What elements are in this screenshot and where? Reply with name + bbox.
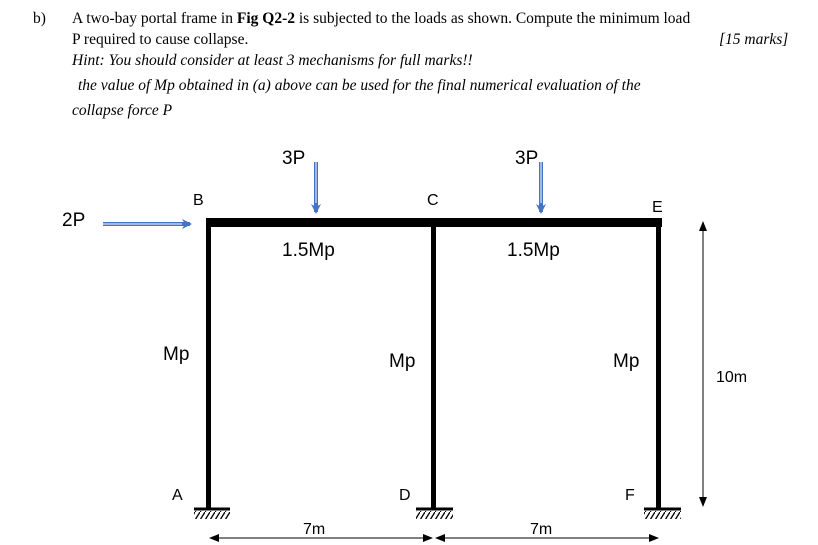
- column-ab: [206, 218, 211, 508]
- note-line-1: the value of Mp obtained in (a) above can be used for the final numerical evaluation of the: [78, 77, 641, 94]
- span-right-label: 7m: [530, 521, 553, 538]
- node-e-label: E: [652, 199, 663, 216]
- question-line-1-pre: A two-bay portal frame in: [72, 10, 237, 27]
- support-a: [194, 509, 230, 519]
- node-f-label: F: [625, 487, 635, 504]
- column-ef-moment-label: Mp: [613, 351, 640, 372]
- node-b-label: B: [193, 192, 204, 209]
- column-cd-moment-label: Mp: [389, 351, 416, 372]
- note-line-2: collapse force P: [72, 102, 173, 119]
- column-cd: [431, 218, 436, 508]
- node-d-label: D: [399, 487, 411, 504]
- marks-label: [15 marks]: [719, 31, 789, 48]
- span-left-label: 7m: [303, 521, 326, 538]
- question-line-1-post: is subjected to the loads as shown. Compute the minimum load: [294, 10, 691, 27]
- load-3p-left-label: 3P: [282, 148, 306, 169]
- question-line-2: P required to cause collapse.: [72, 31, 249, 48]
- load-2p-label: 2P: [62, 210, 86, 231]
- question-label: b): [33, 10, 46, 27]
- column-ef: [656, 218, 661, 508]
- hint-text: Hint: You should consider at least 3 mechanisms for full marks!!: [72, 52, 473, 69]
- support-d: [416, 509, 453, 519]
- height-label: 10m: [716, 369, 748, 386]
- column-ab-moment-label: Mp: [163, 344, 190, 365]
- node-a-label: A: [172, 487, 183, 504]
- beam-right-moment-label: 1.5Mp: [507, 240, 560, 261]
- figure-reference: Fig Q2-2: [236, 10, 295, 27]
- node-c-label: C: [427, 192, 439, 209]
- load-3p-right-label: 3P: [515, 148, 539, 169]
- support-f: [644, 509, 681, 519]
- beam-left-moment-label: 1.5Mp: [282, 240, 335, 261]
